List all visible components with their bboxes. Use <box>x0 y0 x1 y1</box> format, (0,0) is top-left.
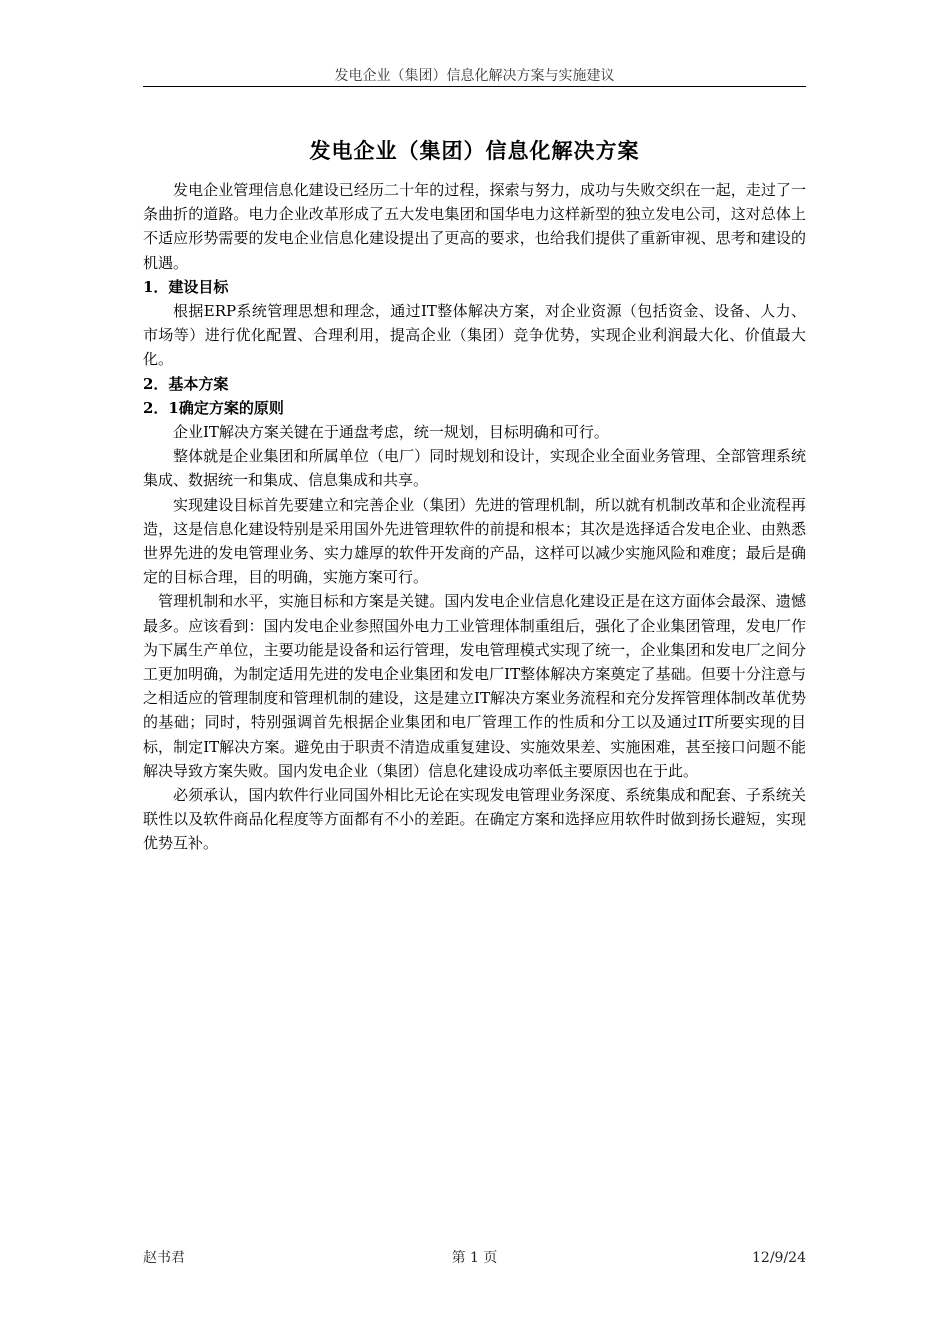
running-header: 发电企业（集团）信息化解决方案与实施建议 <box>334 68 615 84</box>
document-title: 发电企业（集团）信息化解决方案 <box>309 139 640 163</box>
footer-page-number: 第 1 页 <box>451 1250 498 1266</box>
header-rule <box>143 86 806 87</box>
principles-paragraph-1: 企业IT解决方案关键在于通盘考虑，统一规划，目标明确和可行。 <box>173 423 609 442</box>
footer-date: 12/9/24 <box>752 1250 806 1266</box>
principles-paragraph-4: 管理机制和水平，实施目标和方案是关键。国内发电企业信息化建设正是在这方面体会最深、遗憾最多。应该看到：国内发电企业参照国外电力工业管理体制重组后，强化了企业集团管理，发电厂作为下属生产单位，主要功能是设备和运行管理，发电管理模式实现了统一，企业集团和发电厂之间分工更加明确，为制定适用先进的发电企业集团和发电厂IT整体解决方案奠定了基础。但要十分注意与之相适应的管理制度和管理机制的建设，这是建立IT解决方案业务流程和充分发挥管理体制改革优势的基础；同时，特别强调首先根据企业集团和电厂管理工作的性质和分工以及通过IT所要实现的目标，制定IT解决方案。避免由于职责不清造成重复建设、实施效果差、实施困难，甚至接口问题不能解决导致方案失败。国内发电企业（集团）信息化建设成功率低主要原因也在于此。 <box>143 592 806 780</box>
page-footer <box>143 1248 806 1268</box>
intro-paragraph: 发电企业管理信息化建设已经历二十年的过程，探索与努力，成功与失败交织在一起，走过了一条曲折的道路。电力企业改革形成了五大发电集团和国华电力这样新型的独立发电公司，这对总体上不适应形势需要的发电企业信息化建设提出了更高的要求，也给我们提供了重新审视、思考和建设的机遇。 <box>143 181 806 272</box>
goals-paragraph: 根据ERP系统管理思想和理念，通过IT整体解决方案，对企业资源（包括资金、设备、人力、市场等）进行优化配置、合理利用，提高企业（集团）竞争优势，实现企业利润最大化、价值最大化。 <box>143 302 806 369</box>
document-body <box>143 134 806 856</box>
principles-paragraph-5: 必须承认，国内软件行业同国外相比无论在实现发电管理业务深度、系统集成和配套、子系统关联性以及软件商品化程度等方面都有不小的差距。在确定方案和选择应用软件时做到扬长避短，实现优势互补。 <box>143 786 806 853</box>
section-heading-goals: 1．建设目标 <box>143 277 229 296</box>
principles-paragraph-2: 整体就是企业集团和所属单位（电厂）同时规划和设计，实现企业全面业务管理、全部管理系统集成、数据统一和集成、信息集成和共享。 <box>143 447 806 490</box>
section-heading-basic-plan: 2．基本方案 <box>143 374 229 393</box>
subsection-heading-principles: 2．1确定方案的原则 <box>143 398 284 417</box>
principles-paragraph-3: 实现建设目标首先要建立和完善企业（集团）先进的管理机制，所以就有机制改革和企业流程再造，这是信息化建设特别是采用国外先进管理软件的前提和根本；其次是选择适合发电企业、由熟悉世界先进的发电管理业务、实力雄厚的软件开发商的产品，这样可以减少实施风险和难度；最后是确定的目标合理，目的明确，实施方案可行。 <box>143 495 806 587</box>
footer-author: 赵书君 <box>143 1250 185 1266</box>
